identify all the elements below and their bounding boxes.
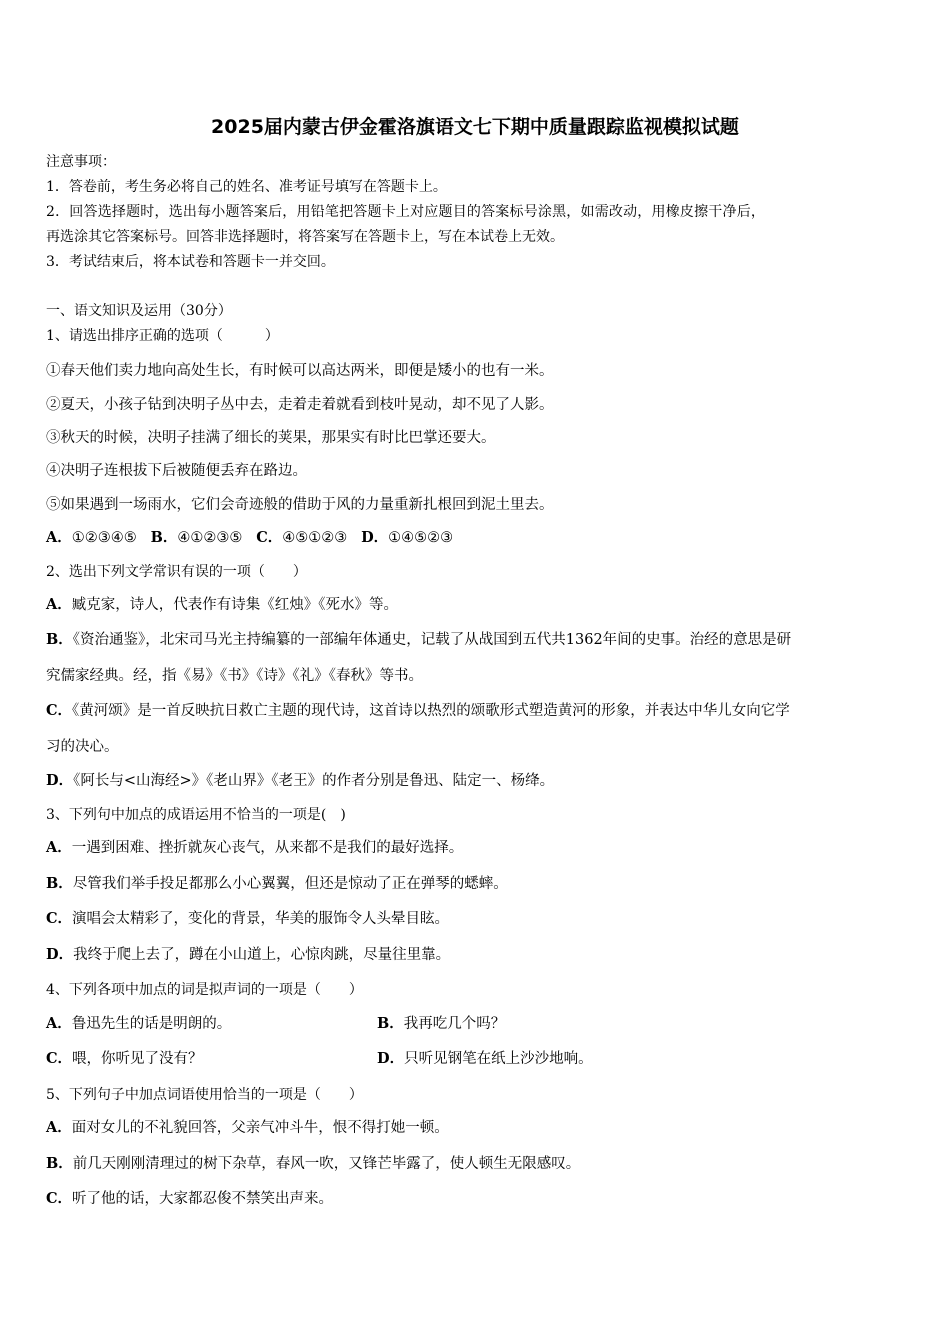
q2-option-d [46,771,554,791]
question-stem-4: 4、下列各项中加点的词是拟声词的一项是（ ） [46,982,363,998]
option-label: A． [46,839,72,856]
q3-option-b [46,874,508,894]
question-stem-5: 5、下列句子中加点词语使用恰当的一项是（ ） [46,1087,363,1103]
option-text: 只听见钢笔在纸上沙沙地响。 [404,1051,593,1067]
q2-option-c-cont: 习的决心。 [46,739,119,755]
option-label: D． [361,529,389,546]
option-text: ①④⑤②③ [388,530,454,546]
option-text: 《黄河颂》是一首反映抗日救亡主题的现代诗，这首诗以热烈的颂歌形式塑造黄河的形象，并表达中华儿女向它学 [72,703,790,719]
q3-option-a [46,838,463,858]
option-label: B． [46,875,73,892]
option-text: 我再吃几个吗？ [403,1016,506,1032]
option-text: 我终于爬上去了，蹲在小山道上，心惊肉跳，尽量往里靠。 [73,947,451,963]
q1-options [46,528,453,548]
option-text: 演唱会太精彩了，变化的背景，华美的服饰令人头晕目眩。 [72,911,450,927]
q4-option-c [46,1049,203,1069]
question-stem-1: 1、请选出排序正确的选项（ ） [46,328,279,344]
option-text: 面对女儿的不礼貌回答，父亲气冲斗牛，恨不得打她一顿。 [71,1120,449,1136]
page-title: 2025届内蒙古伊金霍洛旗语文七下期中质量跟踪监视模拟试题 [211,116,739,138]
option-text: 《阿长与<山海经>》《老山界》《老王》的作者分别是鲁迅、陆定一、杨绛。 [73,773,555,789]
q2-option-a [46,595,398,615]
option-text: 喂，你听见了没有？ [72,1051,203,1067]
q1-sentence: ④决明子连根拔下后被随便丢弃在路边。 [46,463,307,479]
q5-option-c [46,1189,333,1209]
option-text: ④⑤①②③ [282,530,348,546]
option-label: C． [46,1050,73,1067]
option-text: 尽管我们举手投足都那么小心翼翼，但还是惊动了正在弹琴的蟋蟀。 [72,876,508,892]
option-label: D． [377,1050,405,1067]
q1-sentence: ②夏天，小孩子钻到决明子丛中去，走着走着就看到枝叶晃动，却不见了人影。 [46,397,554,413]
q1-sentence: ⑤如果遇到一场雨水，它们会奇迹般的借助于风的力量重新扎根回到泥土里去。 [46,497,554,513]
q3-option-c [46,909,449,929]
question-stem-2: 2、选出下列文学常识有误的一项（ ） [46,564,307,580]
q2-option-c [46,701,790,721]
notice-item: 3．考试结束后，将本试卷和答题卡一并交回。 [46,254,335,270]
option-label: C． [46,910,73,927]
q2-option-b [46,630,791,650]
q5-option-a [46,1118,449,1138]
q1-sentence: ①春天他们卖力地向高处生长，有时候可以高达两米，即便是矮小的也有一米。 [46,363,554,379]
question-stem-3: 3、下列句中加点的成语运用不恰当的一项是( ) [46,807,346,823]
notice-item: 2．回答选择题时，选出每小题答案后，用铅笔把答题卡上对应题目的答案标号涂黑，如需改动，用橡皮擦干净后， [46,204,766,220]
option-text: 《资治通鉴》，北宋司马光主持编纂的一部编年体通史，记载了从战国到五代共1362年间的史事。治经的意思是研 [72,632,792,648]
q3-option-d [46,945,450,965]
q4-option-a [46,1014,231,1034]
q4-option-b [377,1014,505,1034]
option-text: 听了他的话，大家都忍俊不禁笑出声来。 [72,1191,334,1207]
option-label: D． [46,946,74,963]
q2-option-b-cont: 究儒家经典。经，指《易》《书》《诗》《礼》《春秋》等书。 [46,668,423,684]
q5-option-b [46,1154,580,1174]
notice-item: 再选涂其它答案标号。回答非选择题时，将答案写在答题卡上，写在本试卷上无效。 [46,229,564,245]
option-text: ④①②③⑤ [177,530,243,546]
option-label: A． [46,596,72,613]
option-label: C． [46,702,73,719]
option-text: 鲁迅先生的话是明朗的。 [71,1016,232,1032]
option-label: A． [46,1119,72,1136]
option-text: ①②③④⑤ [71,530,137,546]
option-label: A． [46,1015,72,1032]
q1-sentence: ③秋天的时候，决明子挂满了细长的荚果，那果实有时比巴掌还要大。 [46,430,496,446]
option-text: 一遇到困难、挫折就灰心丧气，从来都不是我们的最好选择。 [71,840,464,856]
notice-item: 1．答卷前，考生务必将自己的姓名、准考证号填写在答题卡上。 [46,179,447,195]
notice-heading: 注意事项： [46,154,116,170]
option-label: D． [46,772,74,789]
option-label: A． [46,529,72,546]
q4-option-d [377,1049,593,1069]
option-text: 前几天刚刚清理过的树下杂草，春风一吹，又锋芒毕露了，使人顿生无限感叹。 [72,1156,581,1172]
option-label: B． [150,529,178,546]
option-label: B． [46,631,73,648]
option-label: B． [46,1155,73,1172]
option-label: C． [256,529,283,546]
option-label: B． [377,1015,404,1032]
section-heading: 一、语文知识及运用（30分） [46,303,232,319]
option-label: C． [46,1190,73,1207]
option-text: 臧克家，诗人，代表作有诗集《红烛》《死水》等。 [71,597,399,613]
